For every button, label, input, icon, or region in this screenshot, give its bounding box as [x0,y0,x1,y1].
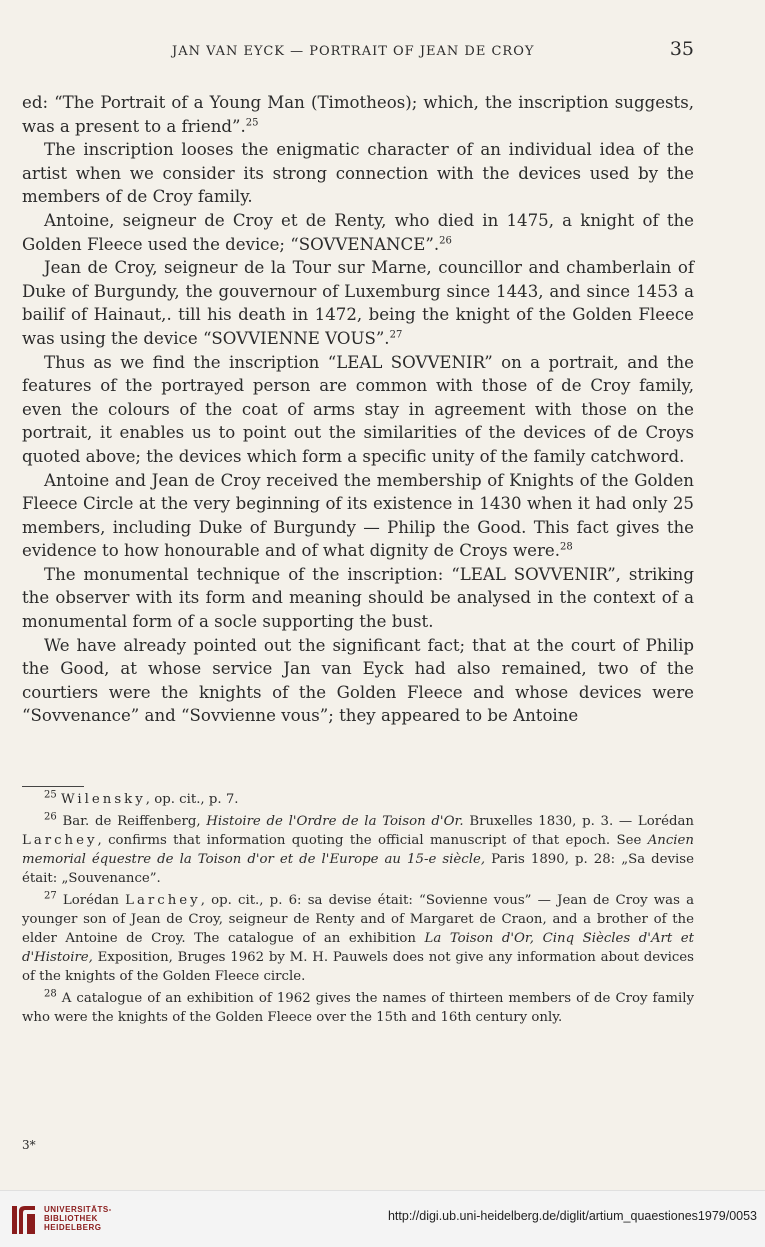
paragraph: ed: “The Portrait of a Young Man (Timotheos); which, the inscription suggests, was a present to a friend”.$^{25}$ [22,93,694,136]
paragraph: We have already pointed out the significant fact; that at the court of Philip the Good, at whose service Jan van Eyck had also remained, two of the courtiers were the knights of the Golden Fleece and whose devices were “Sovvenance” and “Sovvienne vous”; they appeared to be Antoine [22,635,694,726]
library-name: UNIVERSITÄTS- BIBLIOTHEK HEIDELBERG [44,1205,112,1232]
paragraph: Antoine, seigneur de Croy et de Renty, who died in 1475, a knight of the Golden Fleece used the device; “SOVVENANCE”.$^{26}$ [22,210,694,254]
paragraph: Thus as we find the inscription “LEAL SOVVENIR” on a portrait, and the features of the portrayed person are common with those of de Croy family, even the colours of the coat of arms stay in agreement with those on the portrait, it enables us to point out the similarities of the devices of de Croys quoted above; the devices which form a specific unity of the family catchword. [22,352,694,466]
paragraph: The inscription looses the enigmatic character of an individual idea of the artist when we consider its strong connection with the devices used by the members of de Croy family. [22,140,694,207]
viewer-footer [0,1190,765,1247]
footnote-ref: 26 [439,235,452,247]
footnote-27: $^{27}$ Lorédan Larchey, op. cit., p. 6: sa devise était: “Sovienne vous” — Jean de Croy was a younger son of Jean de Croy, seigneur de Renty and of Margaret de Craon, and a brother of the elder Antoine de Croy. The catalogue of an exhibition La Toison d'Or, Cinq Siècles d'Art et d'Histoire, Exposition, Bruges 1962 by M. H. Pauwels does not give any information about devices of the knights of the Golden Fleece circle. [22,890,695,984]
running-title: JAN VAN EYCK — PORTRAIT OF JEAN DE CROY [172,44,535,59]
footnote-26: $^{26}$ Bar. de Reiffenberg, Histoire de l'Ordre de la Toison d'Or. Bruxelles 1830, p. 3. — Lorédan Larchey, confirms that information quoting the official manuscript of that epoch. See Ancien memorial équestre de la Toison d'or et de l'Europe au 15-e siècle, Paris 1890, p. 28: „Sa devise était: „Souvenance”. [22,811,694,886]
footnotes [22,790,694,1030]
paragraph: Jean de Croy, seigneur de la Tour sur Marne, councillor and chamberlain of Duke of Burgundy, the gouvernour of Luxemburg since 1443, and since 1453 a bailif of Hainaut,. till his death in 1472, being the knight of the Golden Fleece was using the device “SOVVIENNE VOUS”.$^{27}$ [22,258,694,348]
signature-mark: 3* [22,1138,36,1152]
footnote-ref: 25 [245,117,259,129]
main-text [22,91,694,728]
footnote-ref: 27 [389,329,403,341]
footnote-25: $^{25}$ Wilensky, op. cit., p. 7. [44,789,239,807]
page-number: 35 [669,38,694,60]
footnote-ref: 28 [560,541,573,553]
library-logo-icon [10,1203,38,1237]
permalink[interactable]: http://digi.ub.uni-heidelberg.de/diglit/artium_quaestiones1979/0053 [387,1209,757,1223]
footnote-28: $^{28}$ A catalogue of an exhibition of 1962 gives the names of thirteen members of de Croy family who were the knights of the Golden Fleece over the 15th and 16th century only. [22,988,694,1025]
footnote-divider [22,786,84,787]
paragraph: Antoine and Jean de Croy received the membership of Knights of the Golden Fleece Circle at the very beginning of its existence in 1430 when it had only 25 members, including Duke of Burgundy — Philip the Good. This fact gives the evidence to how honourable and of what dignity de Croys were.$^{28}$ [22,470,694,561]
paragraph: The monumental technique of the inscription: “LEAL SOVVENIR”, striking the observer with its form and meaning should be analysed in the context of a monumental form of a socle supporting the bust. [22,564,694,632]
